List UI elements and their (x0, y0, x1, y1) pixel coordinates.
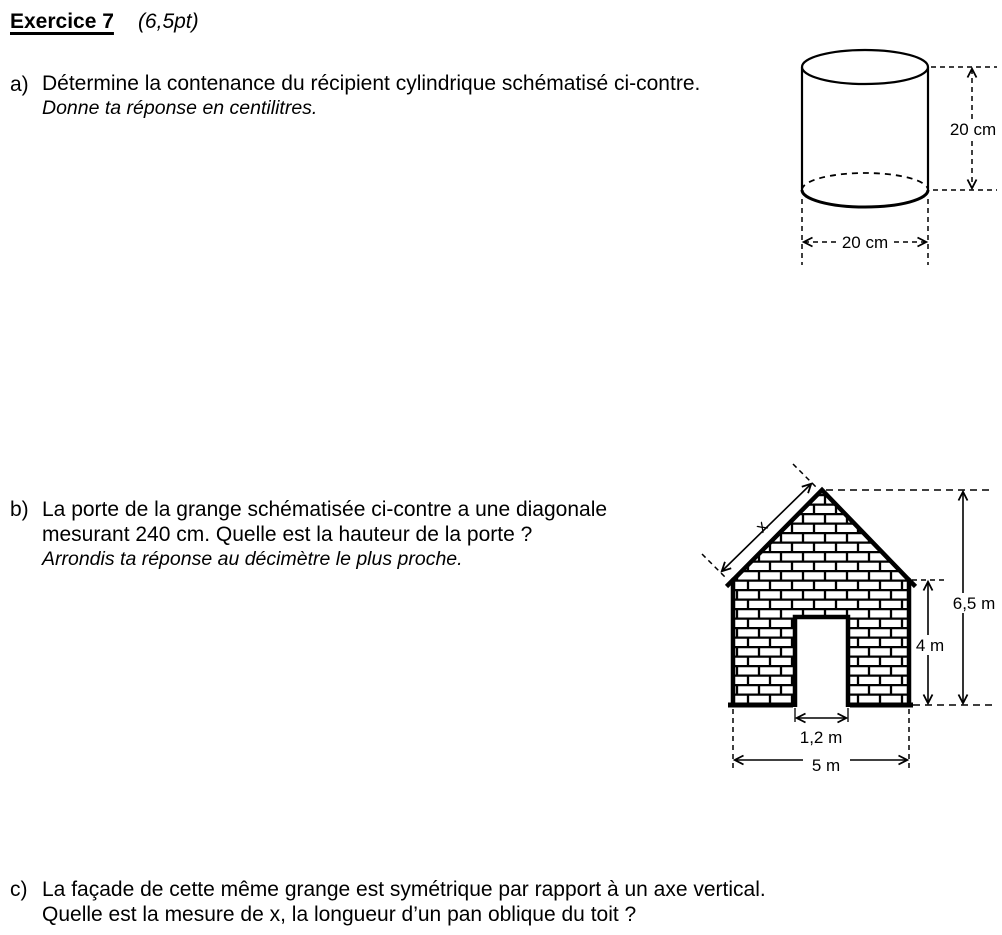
cylinder-top-face (802, 50, 928, 84)
wall-height-label: 4 m (915, 636, 945, 655)
barn-figure (702, 464, 1002, 775)
cylinder-bottom-back-edge (802, 173, 928, 190)
question-line: La façade de cette même grange est symétrique par rapport à un axe vertical. (42, 878, 766, 901)
cylinder-diameter-label: 20 cm (841, 233, 889, 252)
door-width-label: 1,2 m (799, 728, 843, 747)
question-a-note: Donne ta réponse en centilitres. (42, 97, 318, 119)
question-b-note: Arrondis ta réponse au décimètre le plus proche. (42, 548, 463, 570)
cylinder-height-label: 20 cm (949, 120, 997, 139)
door-width-dimension (795, 708, 848, 722)
base-width-label: 5 m (811, 756, 841, 775)
exercise-points: (6,5pt) (137, 10, 199, 33)
question-line: Détermine la contenance du récipient cylindrique schématisé ci-contre. (42, 72, 701, 95)
question-line: La porte de la grange schématisée ci-contre a une diagonale (42, 498, 608, 521)
question-b-label: b) (10, 498, 29, 521)
total-height-label: 6,5 m (952, 594, 996, 613)
cylinder-bottom-front-edge (802, 190, 928, 207)
roof-slope-label: x (751, 516, 772, 537)
question-a-label: a) (10, 73, 29, 96)
exercise-title: Exercice 7 (10, 10, 114, 33)
barn-door (795, 617, 848, 707)
cylinder-figure (802, 50, 1001, 265)
question-c-label: c) (10, 878, 28, 901)
question-line: mesurant 240 cm. Quelle est la hauteur de la porte ? (42, 523, 533, 546)
question-line: Quelle est la mesure de x, la longueur d’un pan oblique du toit ? (42, 903, 637, 926)
